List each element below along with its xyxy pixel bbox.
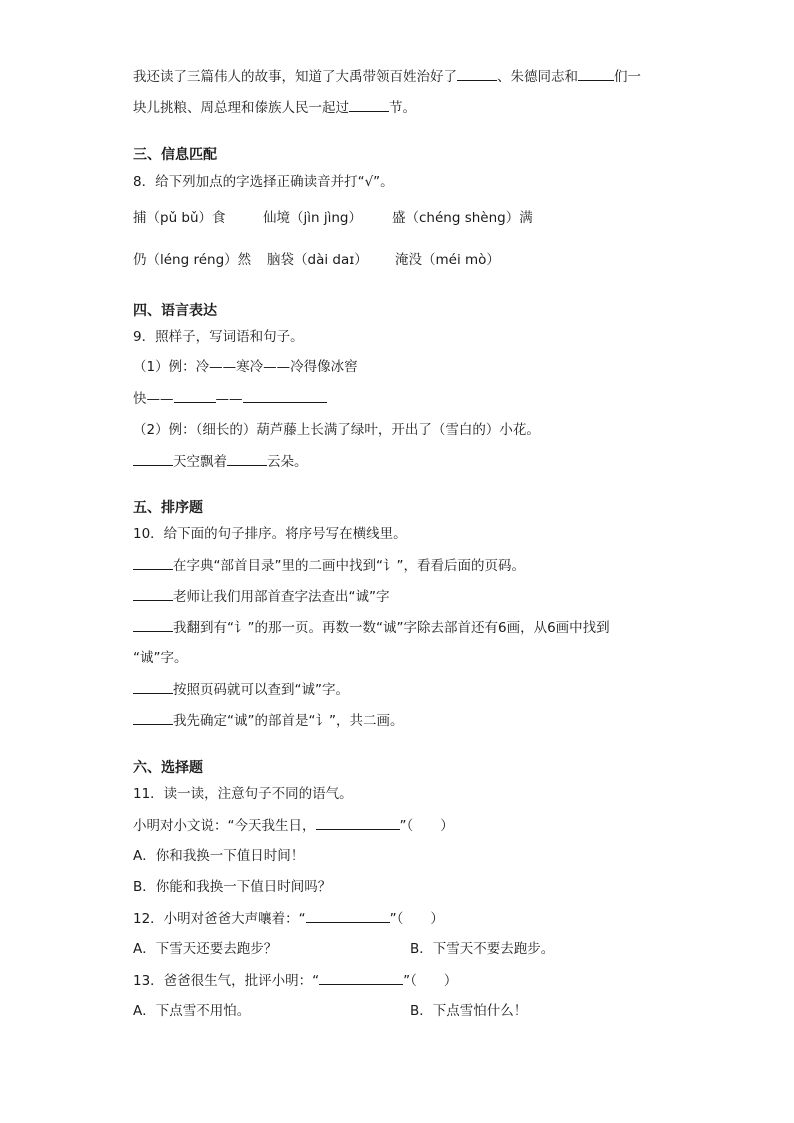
example-2: （2）例：（细长的）葫芦藤上长满了绿叶，开出了（雪白的）小花。 <box>133 422 540 438</box>
sort-item: 我翻到有“讠”的那一页。再数一数“诚”字除去部首还有6画，从6画中找到 <box>133 617 610 637</box>
sort-item: 按照页码就可以查到“诚”字。 <box>133 679 349 699</box>
reading-line-1: 我还读了三篇伟人的故事，知道了大禹带领百姓治好了 、朱德同志和 们一 <box>133 66 641 86</box>
option-b[interactable]: B．下雪天不要去跑步。 <box>410 941 555 957</box>
question-10: 10．给下面的句子排序。将序号写在横线里。 <box>133 526 407 542</box>
pinyin-choice[interactable]: 仍（léng réng）然 <box>133 252 252 268</box>
question-13: 13．爸爸很生气，批评小明：“ ”（ ） <box>133 970 457 990</box>
option-b[interactable]: B．你能和我换一下值日时间吗？ <box>133 879 332 895</box>
sort-item: 老师让我们用部首查字法查出“诚”字 <box>133 586 390 606</box>
answer-blank[interactable] <box>319 970 403 985</box>
answer-blank[interactable] <box>174 388 216 403</box>
pinyin-choice[interactable]: 捕（pǔ bǔ）食 <box>133 210 226 226</box>
option-a[interactable]: A．下雪天还要去跑步？ <box>133 941 278 957</box>
pinyin-choice[interactable]: 淹没（méi mò） <box>395 252 500 268</box>
section-heading: 四、语言表达 <box>133 303 217 319</box>
option-b[interactable]: B．下点雪怕什么！ <box>410 1003 528 1019</box>
answer-blank[interactable] <box>133 451 173 466</box>
sort-item: 在字典“部首目录”里的二画中找到“讠”，看看后面的页码。 <box>133 555 525 575</box>
section-heading: 三、信息匹配 <box>133 147 217 163</box>
order-blank[interactable] <box>133 617 173 632</box>
answer-blank[interactable] <box>578 66 614 81</box>
example-1: （1）例：冷——寒冷——冷得像冰窖 <box>133 359 358 375</box>
answer-blank[interactable] <box>227 451 267 466</box>
fill-line-2: 天空飘着 云朵。 <box>133 451 308 471</box>
answer-blank[interactable] <box>306 908 390 923</box>
fill-line-1: 快—— —— <box>133 388 327 408</box>
reading-line-2: 块儿挑粮、周总理和傣族人民一起过 节。 <box>133 97 416 117</box>
answer-blank[interactable] <box>349 97 389 112</box>
order-blank[interactable] <box>133 586 173 601</box>
section-heading: 六、选择题 <box>133 760 203 776</box>
order-blank[interactable] <box>133 710 173 725</box>
section-heading: 五、排序题 <box>133 500 203 516</box>
question-11: 11．读一读，注意句子不同的语气。 <box>133 786 353 802</box>
question-9: 9．照样子，写词语和句子。 <box>133 329 304 345</box>
sort-item-continued: “诚”字。 <box>133 650 188 666</box>
order-blank[interactable] <box>133 679 173 694</box>
answer-blank[interactable] <box>457 66 497 81</box>
answer-blank[interactable] <box>316 815 400 830</box>
question-12: 12．小明对爸爸大声嚷着：“ ”（ ） <box>133 908 444 928</box>
pinyin-choice[interactable]: 脑袋（dài daɪ） <box>267 252 368 268</box>
pinyin-choice[interactable]: 盛（chéng shèng）满 <box>392 210 533 226</box>
option-a[interactable]: A．下点雪不用怕。 <box>133 1003 251 1019</box>
question-8: 8．给下列加点的字选择正确读音并打“√”。 <box>133 174 394 190</box>
order-blank[interactable] <box>133 555 173 570</box>
sort-item: 我先确定“诚”的部首是“讠”，共二画。 <box>133 710 403 730</box>
question-11-sentence: 小明对小文说：“今天我生日， ”（ ） <box>133 815 454 835</box>
pinyin-choice[interactable]: 仙境（jìn jìng） <box>263 210 362 226</box>
answer-blank[interactable] <box>243 388 327 403</box>
option-a[interactable]: A．你和我换一下值日时间！ <box>133 848 305 864</box>
